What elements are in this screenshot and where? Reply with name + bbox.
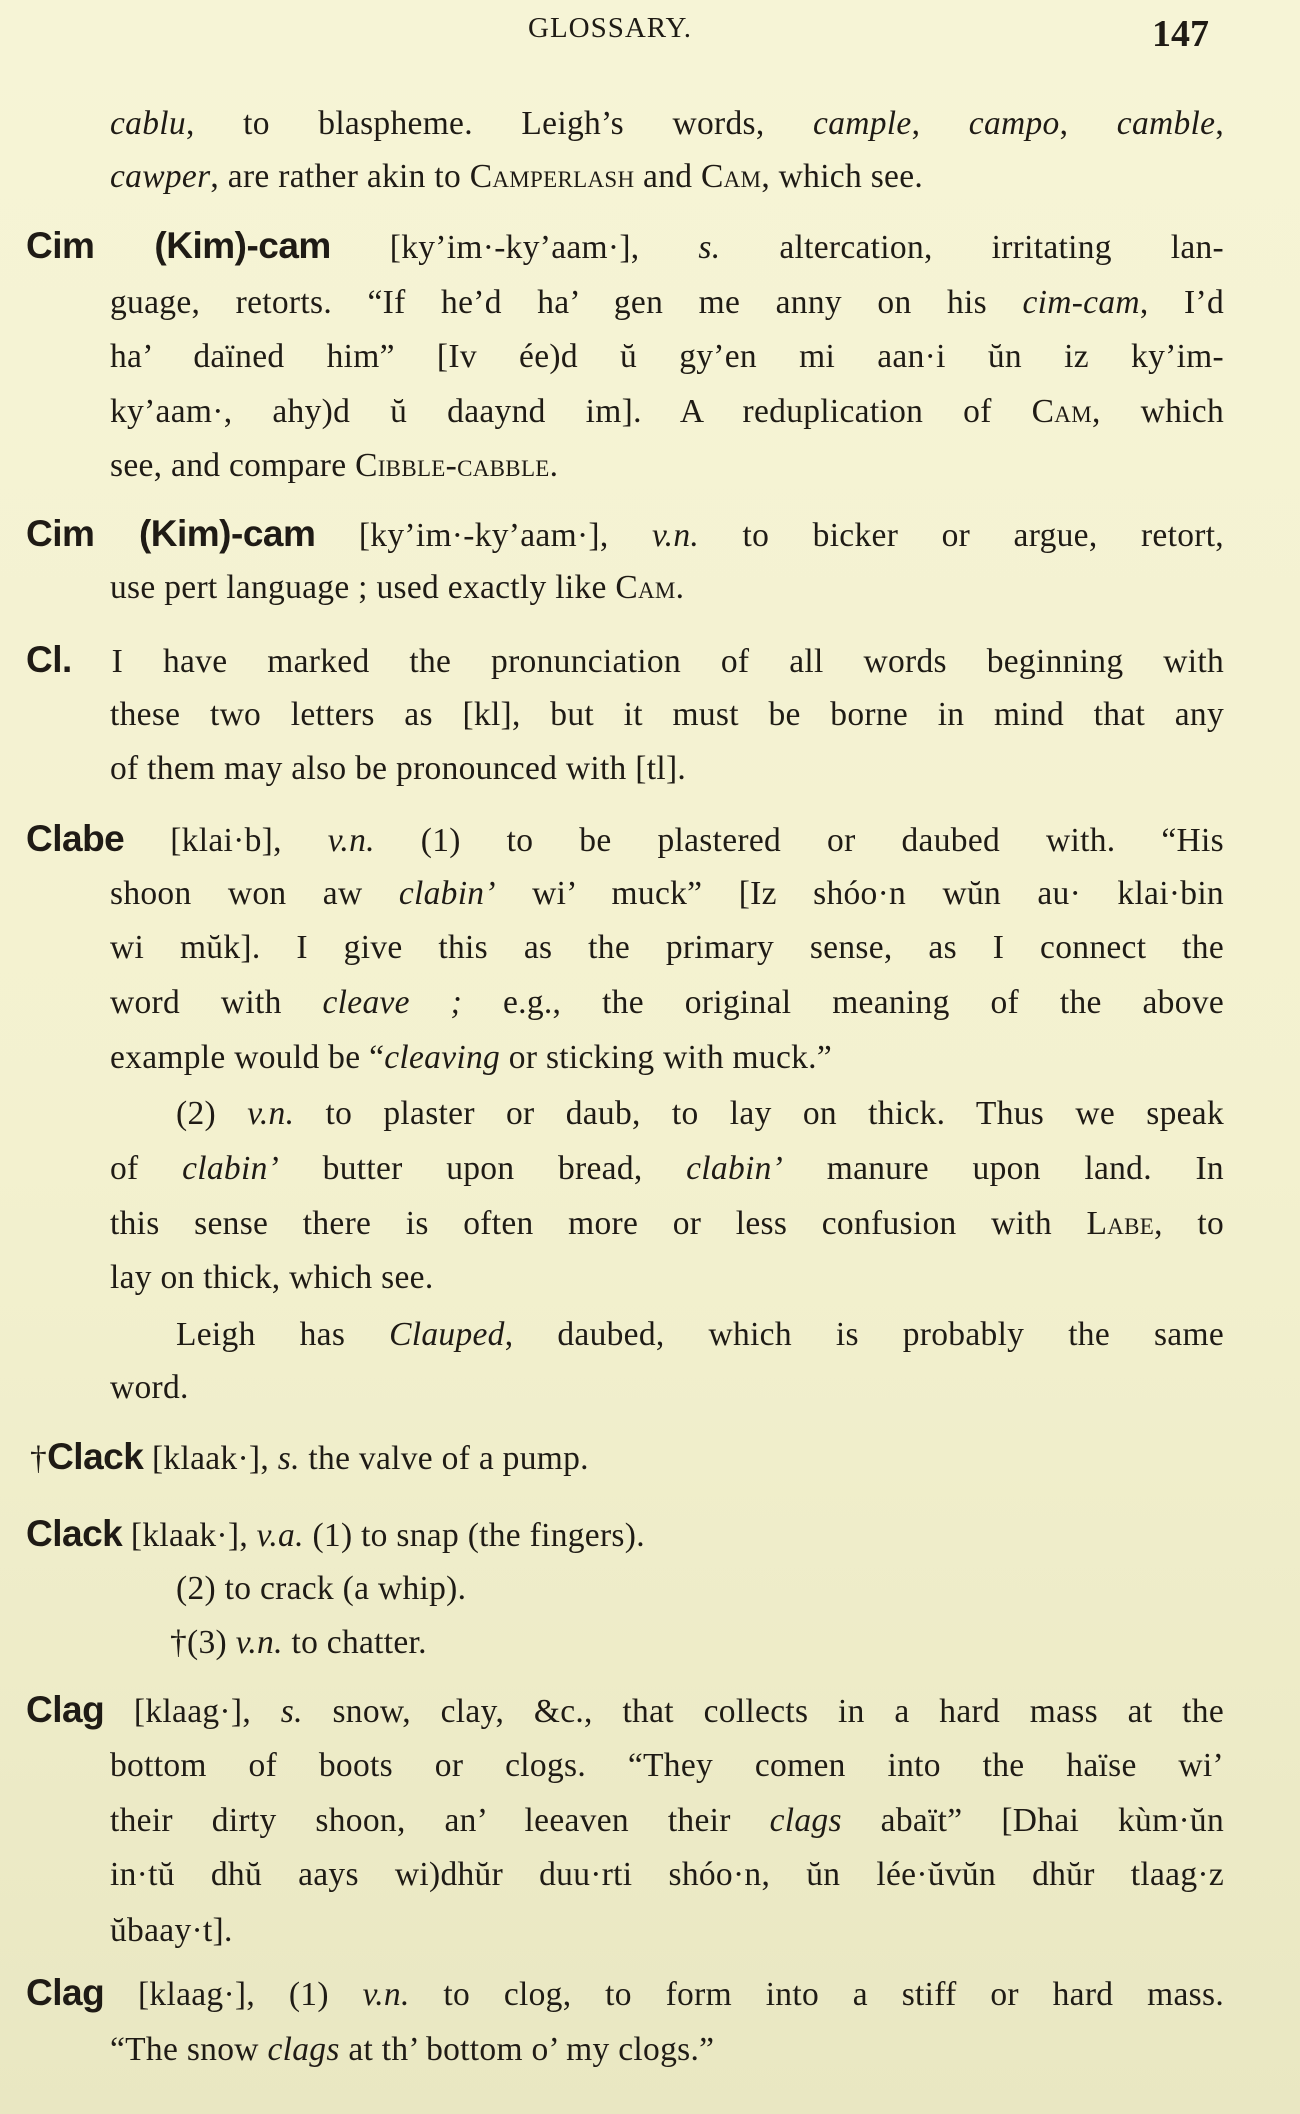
small-caps-reference: Labe bbox=[1086, 1205, 1155, 1243]
headword: Clag bbox=[26, 1972, 105, 2014]
italic-text: clags bbox=[267, 2030, 340, 2068]
text-run: . bbox=[549, 446, 559, 484]
text-run: abaït” [Dhai kùm·ŭn bbox=[841, 1801, 1224, 1839]
text-line bbox=[176, 1089, 1224, 1139]
text-line bbox=[110, 978, 1224, 1028]
small-caps-reference: Camperlash bbox=[469, 158, 635, 196]
small-caps-reference: Cam bbox=[615, 569, 676, 607]
text-line bbox=[110, 99, 1224, 149]
text-line bbox=[110, 1906, 1224, 1956]
text-run: these two letters as [kl], but it must be borne in mind that any bbox=[110, 695, 1224, 733]
italic-text: clags bbox=[769, 1801, 842, 1839]
text-run: ha’ daïned him” [Iv ée)d ŭ gy’en mi aan·i ŭn iz ky’im- bbox=[110, 337, 1224, 375]
text-line bbox=[176, 1310, 1224, 1360]
italic-text: cawper bbox=[110, 158, 211, 196]
text-run: snow, clay, &c., that collects in a hard mass at the bbox=[302, 1693, 1225, 1731]
italic-text: s. bbox=[698, 229, 721, 267]
italic-text: v.n. bbox=[327, 821, 375, 859]
italic-text: cablu bbox=[110, 104, 186, 142]
small-caps-reference: Cam bbox=[1031, 392, 1092, 430]
text-line bbox=[26, 1685, 1224, 1735]
text-run: , which bbox=[1091, 392, 1224, 430]
text-line bbox=[26, 509, 1224, 559]
text-run: ŭbaay·t]. bbox=[110, 1912, 233, 1950]
headword: Clack bbox=[26, 1512, 123, 1554]
text-line bbox=[26, 814, 1224, 864]
italic-text: camble bbox=[1116, 104, 1216, 142]
text-run: [klaag·], bbox=[104, 1693, 281, 1731]
text-run: in·tŭ dhŭ aays wi)dhŭr duu·rti shóo·n, ŭn lée·ŭvŭn dhŭr tlaag·z bbox=[110, 1855, 1224, 1893]
text-run: their dirty shoon, an’ leeaven their bbox=[110, 1801, 770, 1839]
italic-text: v.n. bbox=[235, 1624, 283, 1662]
italic-text: campo bbox=[968, 104, 1060, 142]
text-line bbox=[110, 1253, 1224, 1303]
text-line bbox=[110, 278, 1224, 328]
text-run: , to blaspheme. Leigh’s words, bbox=[185, 104, 814, 142]
text-run: [klaag·], (1) bbox=[104, 1976, 363, 2014]
text-run: , bbox=[1059, 104, 1117, 142]
text-run: of them may also be pronounced with [tl]. bbox=[110, 749, 687, 787]
text-run: shoon won aw bbox=[110, 875, 399, 913]
italic-text: Clauped bbox=[389, 1315, 505, 1353]
text-line bbox=[110, 744, 1224, 794]
text-run: , bbox=[911, 104, 969, 142]
italic-text: clabin’ bbox=[182, 1149, 280, 1187]
text-line bbox=[26, 221, 1224, 271]
text-run: at th’ bottom o’ my clogs.” bbox=[339, 2030, 715, 2068]
text-run: to bicker or argue, retort, bbox=[699, 517, 1224, 555]
italic-text: cample bbox=[813, 104, 912, 142]
text-line bbox=[110, 1850, 1224, 1900]
text-run: (1) to snap (the fingers). bbox=[303, 1516, 645, 1554]
italic-text: cleaving bbox=[384, 1039, 501, 1077]
text-line bbox=[26, 1968, 1224, 2018]
text-run: “The snow bbox=[110, 2030, 268, 2068]
running-title: GLOSSARY. bbox=[528, 12, 692, 44]
text-run: guage, retorts. “If he’d ha’ gen me anny on his bbox=[110, 283, 1023, 321]
headword: Clabe bbox=[26, 817, 125, 859]
text-run: [klai·b], bbox=[124, 821, 328, 859]
text-line bbox=[110, 1741, 1224, 1791]
italic-text: s. bbox=[280, 1693, 303, 1731]
text-run: (1) to be plastered or daubed with. “His bbox=[374, 821, 1224, 859]
text-run: example would be “ bbox=[110, 1039, 385, 1077]
text-run: use pert language ; used exactly like bbox=[110, 569, 616, 607]
text-line bbox=[110, 563, 1224, 613]
text-run: and bbox=[634, 158, 701, 196]
text-run: , to bbox=[1154, 1205, 1224, 1243]
text-run: † bbox=[30, 1440, 48, 1478]
text-run: (2) bbox=[176, 1094, 248, 1132]
text-line bbox=[110, 1144, 1224, 1194]
text-run: of bbox=[110, 1149, 183, 1187]
text-run: Leigh has bbox=[176, 1315, 390, 1353]
text-run: butter upon bread, bbox=[279, 1149, 687, 1187]
italic-text: clabin’ bbox=[686, 1149, 784, 1187]
text-run: lay on thick, which see. bbox=[110, 1258, 434, 1296]
text-line bbox=[30, 1432, 1224, 1482]
text-run: to clog, to form into a stiff or hard mass. bbox=[409, 1976, 1224, 2014]
text-line bbox=[110, 869, 1224, 919]
text-run: , daubed, which is probably the same bbox=[504, 1315, 1225, 1353]
italic-text: v.n. bbox=[362, 1976, 410, 2014]
text-line bbox=[26, 1509, 1224, 1559]
text-run: [klaak·], bbox=[122, 1516, 257, 1554]
text-run: , which see. bbox=[761, 158, 924, 196]
text-line bbox=[110, 332, 1224, 382]
text-line bbox=[110, 387, 1224, 437]
small-caps-reference: Cam bbox=[701, 158, 762, 196]
text-run: the valve of a pump. bbox=[299, 1440, 589, 1478]
text-run: wi’ muck” [Iz shóo·n wŭn au· klai·bin bbox=[495, 875, 1224, 913]
italic-text: v.n. bbox=[652, 517, 700, 555]
text-run: bottom of boots or clogs. “They comen into the haïse wi’ bbox=[110, 1746, 1224, 1784]
text-run: wi mŭk]. I give this as the primary sense, as I connect the bbox=[110, 928, 1224, 966]
text-run: (2) to crack (a whip). bbox=[176, 1570, 467, 1608]
text-run: [ky’im·-ky’aam·], bbox=[330, 229, 699, 267]
italic-text: s. bbox=[277, 1440, 300, 1478]
text-line bbox=[110, 1796, 1224, 1846]
page-number: 147 bbox=[1152, 13, 1209, 55]
text-run: I have marked the pronunciation of all words beginning with bbox=[71, 642, 1224, 680]
text-run: this sense there is often more or less confusion with bbox=[110, 1205, 1087, 1243]
text-line bbox=[110, 441, 1224, 491]
text-run: see, and compare bbox=[110, 446, 356, 484]
italic-text: v.n. bbox=[247, 1094, 295, 1132]
text-line bbox=[110, 690, 1224, 740]
text-run: e.g., the original meaning of the above bbox=[462, 984, 1224, 1022]
italic-text: clabin’ bbox=[398, 875, 496, 913]
text-run: altercation, irritating lan- bbox=[720, 229, 1224, 267]
text-line bbox=[110, 1363, 1224, 1413]
text-run: , are rather akin to bbox=[210, 158, 470, 196]
italic-text: cim-cam bbox=[1022, 283, 1140, 321]
text-run: , I’d bbox=[1139, 283, 1224, 321]
headword: Clack bbox=[47, 1436, 144, 1478]
text-run: word with bbox=[110, 984, 323, 1022]
headword: Clag bbox=[26, 1689, 105, 1731]
headword: Cim (Kim)-cam bbox=[26, 225, 331, 267]
small-caps-reference: Cibble-cabble bbox=[355, 446, 550, 484]
text-line bbox=[110, 1033, 1224, 1083]
text-run: or sticking with muck.” bbox=[500, 1039, 833, 1077]
text-run: manure upon land. In bbox=[783, 1149, 1224, 1187]
text-run: word. bbox=[110, 1369, 189, 1407]
italic-text: v.a. bbox=[256, 1516, 304, 1554]
text-run: , bbox=[1215, 104, 1225, 142]
text-line bbox=[110, 152, 1224, 202]
text-run: ky’aam·, ahy)d ŭ daaynd im]. A reduplication of bbox=[110, 392, 1032, 430]
text-line bbox=[110, 923, 1224, 973]
text-run: [ky’im·-ky’aam·], bbox=[315, 517, 652, 555]
text-run: . bbox=[675, 569, 685, 607]
headword: Cim (Kim)-cam bbox=[26, 513, 316, 555]
text-line bbox=[170, 1618, 1224, 1668]
text-line bbox=[176, 1564, 1224, 1614]
headword: Cl. bbox=[26, 638, 72, 680]
italic-text: cleave ; bbox=[322, 984, 463, 1022]
text-line bbox=[110, 2025, 1224, 2075]
text-run: [klaak·], bbox=[143, 1440, 278, 1478]
text-run: †(3) bbox=[170, 1624, 236, 1662]
text-line bbox=[26, 635, 1224, 685]
text-line bbox=[110, 1199, 1224, 1249]
text-run: to plaster or daub, to lay on thick. Thus we speak bbox=[294, 1094, 1225, 1132]
text-run: to chatter. bbox=[282, 1624, 427, 1662]
